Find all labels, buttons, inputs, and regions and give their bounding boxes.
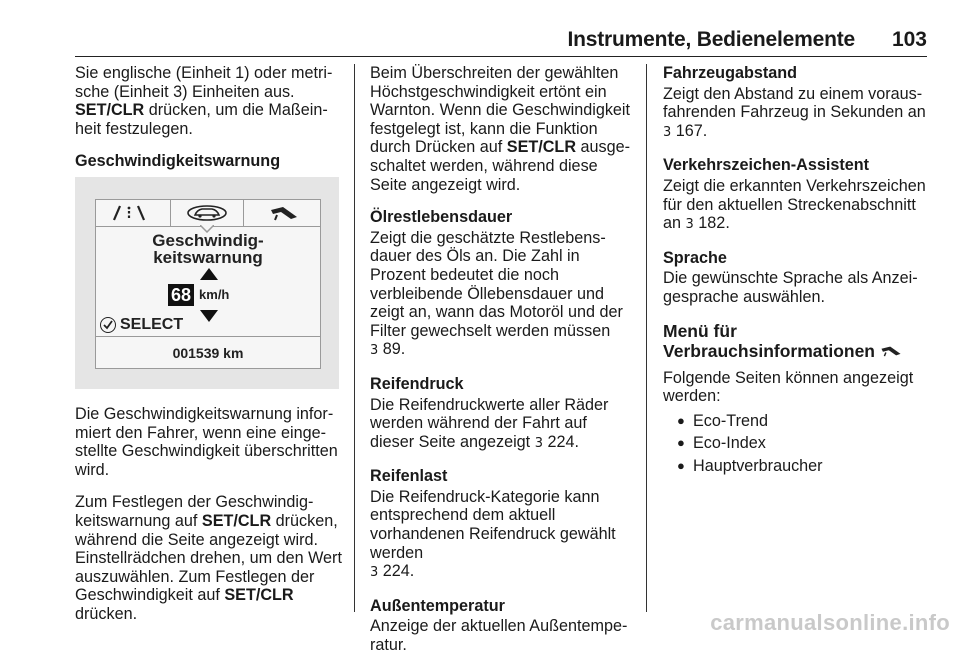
speed-warning-display-figure bbox=[75, 177, 339, 389]
section-heading: Außentemperatur bbox=[370, 596, 505, 615]
section-heading: Sprache bbox=[663, 248, 727, 267]
checkmark-circle-icon bbox=[100, 317, 116, 333]
section-heading: Geschwindigkeitswarnung bbox=[75, 152, 281, 171]
paragraph: Die Reifendruckwerte aller Räder werden während der Fahrt auf dieser Seite angezeigt 3 224. bbox=[370, 395, 609, 451]
display-panel bbox=[95, 199, 321, 369]
paragraph: Die Reifendruck-Kategorie kann entsprechend dem aktuell vorhandenen Reifendruck gewählt werden 3 224. bbox=[370, 487, 616, 581]
paragraph: Zum Festlegen der Geschwindigkeitswarnung auf SET/CLR drücken, während die Seite angezeigt wird. Einstellrädchen drehen, um den Wert auszuwählen. Zum Festlegen der Geschwindigkeit auf SET/CLR drücken. bbox=[75, 493, 342, 623]
column-left bbox=[75, 64, 345, 638]
paragraph: Zeigt die erkannten Verkehrszeichen für den aktuellen Streckenabschnitt an 3 182. bbox=[663, 176, 926, 233]
page-ref-link[interactable]: 167 bbox=[675, 121, 703, 140]
page-ref-link[interactable]: 89 bbox=[382, 340, 401, 359]
paragraph: Anzeige der aktuellen Außentemperatur. bbox=[370, 617, 628, 655]
page-ref-arrow-icon: 3 bbox=[534, 435, 543, 451]
page-ref-link[interactable]: 224 bbox=[547, 432, 575, 451]
list-item: ● Eco-Trend bbox=[677, 412, 927, 431]
fuel-nozzle-icon bbox=[256, 200, 312, 226]
car-icon bbox=[170, 200, 244, 226]
page-ref-arrow-icon: 3 bbox=[370, 343, 379, 359]
list-item: ● Eco-Index bbox=[677, 434, 927, 453]
menu-page-list bbox=[663, 412, 927, 476]
paragraph: Beim Überschreiten der gewählten Höchstgeschwindigkeit ertönt ein Warnton. Wenn die Geschwindigkeit festgelegt ist, kann die Funktion durch Drücken auf SET/CLR ausgeschaltet werden, während diese Seite angezeigt wird. bbox=[370, 64, 631, 194]
paragraph: Die gewünschte Sprache als Anzeigesprache auswählen. bbox=[663, 269, 918, 306]
select-hint: SELECT bbox=[100, 316, 183, 335]
key-label: SET/CLR bbox=[201, 511, 272, 530]
up-arrow-icon bbox=[200, 268, 218, 280]
page-title: Instrumente, Bedienelemente bbox=[567, 28, 855, 51]
column-middle bbox=[370, 64, 632, 669]
watermark: carmanualsonline.info bbox=[710, 610, 950, 635]
section-heading: Verkehrszeichen-Assistent bbox=[663, 156, 870, 175]
paragraph: Folgende Seiten können angezeigt werden: bbox=[663, 368, 914, 406]
speed-readout bbox=[168, 284, 229, 306]
list-item: ● Hauptverbraucher bbox=[677, 457, 927, 476]
page-ref-link[interactable]: 182 bbox=[698, 214, 726, 233]
key-label: SET/CLR bbox=[224, 586, 294, 605]
page-ref-arrow-icon: 3 bbox=[663, 124, 672, 140]
speed-value: 68 bbox=[168, 284, 194, 306]
display-tab-bar bbox=[96, 200, 320, 227]
section-heading: Fahrzeugabstand bbox=[663, 64, 798, 82]
intro-paragraph: Sie englische (Einheit 1) oder metrische (Einheit 3) Einheiten aus. SET/CLR drücken, um die Maßeinheit festzulegen. bbox=[75, 64, 333, 138]
key-label: SET/CLR bbox=[75, 101, 145, 120]
page-ref-link[interactable]: 224 bbox=[382, 562, 410, 581]
page-ref-arrow-icon: 3 bbox=[685, 217, 694, 233]
column-right bbox=[663, 64, 927, 480]
section-heading-large: Menü für Verbrauchsinformationen bbox=[663, 321, 927, 361]
column-divider bbox=[646, 64, 647, 612]
page-ref-arrow-icon: 3 bbox=[370, 565, 379, 581]
section-heading: Reifendruck bbox=[370, 374, 464, 393]
road-signs-icon bbox=[102, 200, 158, 226]
column-divider bbox=[354, 64, 355, 612]
paragraph: Zeigt den Abstand zu einem vorausfahrenden Fahrzeug in Sekunden an 3 167. bbox=[663, 84, 926, 140]
key-label: SET/CLR bbox=[506, 138, 577, 157]
paragraph: Zeigt die geschätzte Restlebensdauer des Öls an. Die Zahl in Prozent bedeutet die noch verbleibende Öllebensdauer und zeigt an, wann das Motoröl und der Filter gewechselt werden müssen 3 89. bbox=[370, 228, 623, 359]
page-header bbox=[75, 26, 927, 57]
odometer-readout: 001539 km bbox=[96, 336, 320, 369]
down-arrow-icon bbox=[200, 310, 218, 322]
speed-unit: km/h bbox=[199, 286, 230, 302]
page-number: 103 bbox=[891, 28, 927, 51]
fuel-nozzle-icon bbox=[880, 344, 902, 358]
section-heading: Reifenlast bbox=[370, 467, 448, 486]
display-title: Geschwindig- keitswarnung bbox=[152, 230, 264, 267]
paragraph: Die Geschwindigkeitswarnung informiert den Fahrer, wenn eine eingestellte Geschwindigkeit überschritten wird. bbox=[75, 404, 338, 479]
section-heading: Ölrestlebensdauer bbox=[370, 208, 513, 227]
